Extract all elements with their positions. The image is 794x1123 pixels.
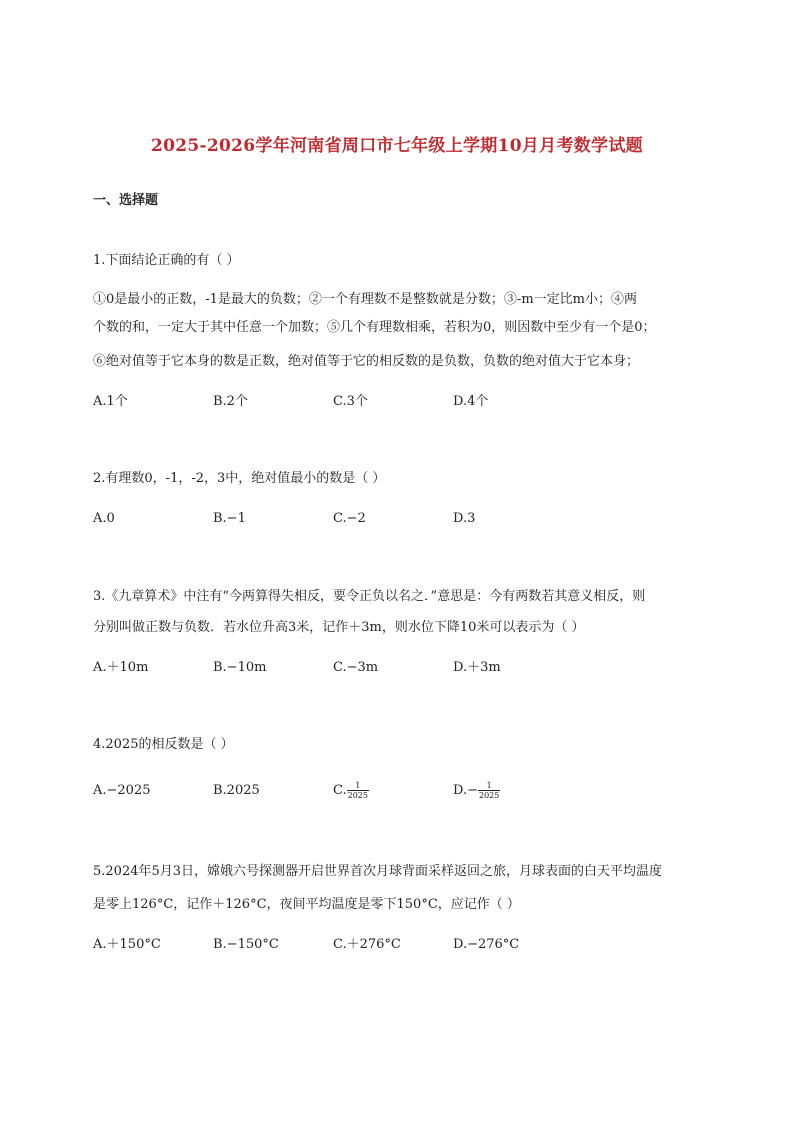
fraction-numerator: 1: [478, 781, 500, 791]
fraction-denominator: 2025: [347, 791, 368, 800]
option-b: B.2个: [213, 394, 248, 409]
question-4-stem: 4.2025的相反数是（ ）: [93, 737, 234, 752]
option-c: C.−3m: [333, 660, 379, 675]
fraction: [347, 781, 369, 800]
option-c-prefix: C.: [333, 783, 347, 798]
option-d: D.＋3m: [453, 660, 501, 675]
question-1-stem: 1.下面结论正确的有（ ）: [93, 253, 240, 268]
option-a: A.1个: [93, 394, 128, 409]
section-heading: 一、选择题: [93, 193, 159, 208]
fraction-denominator: 2025: [478, 791, 500, 800]
option-c: C.3个: [333, 394, 368, 409]
question-5-options: [93, 931, 705, 959]
option-a: A.−2025: [93, 783, 151, 798]
question-3-line-1: 3.《九章算术》中注有“今两算得失相反，要令正负以名之．”意思是：今有两数若其意义相反，则: [93, 589, 646, 604]
question-1-body-line-1: ①0是最小的正数，-1是最大的负数；②一个有理数不是整数就是分数；③-m一定比m小；④两: [93, 292, 637, 307]
option-d-prefix: D.−: [453, 783, 478, 798]
option-a: A.0: [93, 511, 115, 526]
option-d: D.3: [453, 511, 476, 526]
question-3-line-2: 分别叫做正数与负数．若水位升高3米，记作＋3m，则水位下降10米可以表示为（ ）: [93, 620, 585, 635]
option-a: A.＋150°C: [93, 937, 161, 952]
option-b: B.−10m: [213, 660, 267, 675]
option-d: [453, 777, 500, 805]
question-2-options: [93, 505, 705, 533]
page-title: 2025-2026学年河南省周口市七年级上学期10月月考数学试题: [151, 136, 643, 156]
question-1-body-line-3: ⑥绝对值等于它本身的数是正数，绝对值等于它的相反数的是负数，负数的绝对值大于它本身；: [93, 354, 640, 369]
option-b: B.2025: [213, 783, 260, 798]
option-b: B.−150°C: [213, 937, 279, 952]
question-5-line-2: 是零上126°C，记作＋126°C，夜间平均温度是零下150°C，应记作（ ）: [93, 897, 520, 912]
option-d: D.4个: [453, 394, 489, 409]
question-2-stem: 2.有理数0，-1，-2，3中，绝对值最小的数是（ ）: [93, 471, 386, 486]
option-c: C.＋276°C: [333, 937, 401, 952]
question-3-options: [93, 654, 705, 682]
question-5-line-1: 5.2024年5月3日，嫦娥六号探测器开启世界首次月球背面采样返回之旅，月球表面的白天平均温度: [93, 864, 663, 879]
option-b: B.−1: [213, 511, 246, 526]
fraction-numerator: 1: [347, 781, 369, 791]
option-c: C.−2: [333, 511, 366, 526]
question-1-options: [93, 388, 705, 416]
option-d: D.−276°C: [453, 937, 520, 952]
option-a: A.＋10m: [93, 660, 149, 675]
question-4-options: [93, 777, 705, 805]
fraction: [478, 781, 500, 800]
question-1-body-line-2: 个数的和，一定大于其中任意一个加数；⑤几个有理数相乘，若积为0，则因数中至少有一个是0；: [93, 320, 656, 335]
option-c: [333, 777, 369, 805]
